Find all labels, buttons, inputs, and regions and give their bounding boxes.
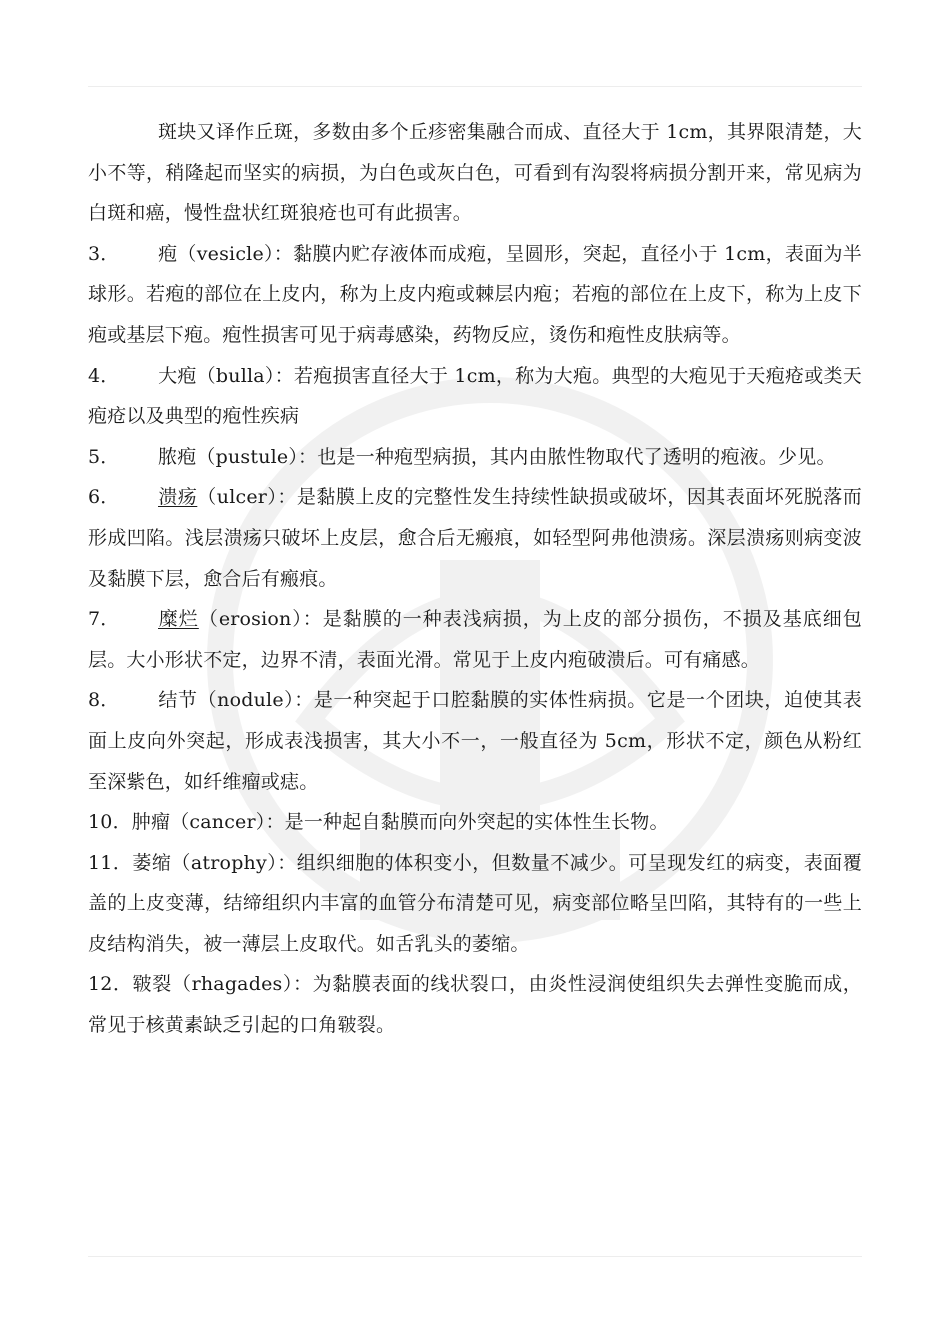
item-number: 12． <box>88 973 133 996</box>
paragraph-atrophy <box>88 843 862 965</box>
paragraph-text: （vesicle）：黏膜内贮存液体而成疱，呈圆形，突起，直径小于 1cm，表面为半球形。若疱的部位在上皮内，称为上皮内疱或棘层内疱；若疱的部位在上皮下，称为上皮下疱或基层下疱。疱性损害可见于病毒感染，药物反应，烫伤和疱性皮肤病等。 <box>88 242 862 346</box>
item-term: 肿瘤 <box>131 811 171 834</box>
item-number: 10． <box>88 811 132 834</box>
paragraph-nodule <box>88 680 862 802</box>
paragraph-text: （rhagades）：为黏膜表面的线状裂口，由炎性浸润使组织失去弹性变脆而成，常见于核黄素缺乏引起的口角皲裂。 <box>88 973 862 1037</box>
paragraph-text: （ulcer）：是黏膜上皮的完整性发生持续性缺损或破坏，因其表面坏死脱落而形成凹陷。浅层溃疡只破坏上皮层，愈合后无瘢痕，如轻型阿弗他溃疡。深层溃疡则病变波及黏膜下层，愈合后有瘢痕。 <box>88 486 862 590</box>
paragraph-text: （erosion）：是黏膜的一种表浅病损，为上皮的部分损伤，不损及基底细包层。大小形状不定，边界不清，表面光滑。常见于上皮内疱破溃后。可有痛感。 <box>88 608 863 671</box>
paragraph-text: （pustule）：也是一种疱型病损，其内由脓性物取代了透明的疱液。少见。 <box>196 445 836 468</box>
header-rule <box>88 86 862 87</box>
paragraph-plaque <box>88 112 862 234</box>
paragraph-pustule <box>88 437 862 478</box>
footer-rule <box>88 1256 862 1257</box>
paragraph-erosion <box>88 599 862 680</box>
item-number: 5． <box>88 445 120 468</box>
item-term: 大疱 <box>158 364 197 387</box>
item-number: 4． <box>88 364 120 387</box>
item-term: 溃疡 <box>158 486 198 509</box>
item-term: 脓疱 <box>158 445 197 468</box>
paragraph-rhagades <box>88 964 862 1045</box>
paragraph-text: （nodule）：是一种突起于口腔黏膜的实体性病损。它是一个团块，迫使其表面上皮向外突起，形成表浅损害，其大小不一，一般直径为 5cm，形状不定，颜色从粉红至深紫色，如纤维瘤或痣。 <box>88 689 862 793</box>
paragraph-ulcer <box>88 477 862 599</box>
document-body <box>88 112 862 1046</box>
item-number: 6． <box>88 486 120 509</box>
item-number: 3． <box>88 242 120 265</box>
item-number: 11． <box>88 851 133 874</box>
item-term: 皲裂 <box>132 973 172 996</box>
paragraph-text: （cancer）：是一种起自黏膜而向外突起的实体性生长物。 <box>170 811 669 834</box>
item-number: 7． <box>88 608 120 631</box>
item-term: 糜烂 <box>158 608 199 631</box>
paragraph-bulla <box>88 356 862 437</box>
item-number: 8． <box>88 689 120 712</box>
item-term: 疱 <box>158 242 178 265</box>
paragraph-text: （bulla）：若疱损害直径大于 1cm，称为大疱。典型的大疱见于天疱疮或类天疱疮以及典型的疱性疾病 <box>88 364 863 428</box>
paragraph-cancer <box>88 802 862 843</box>
paragraph-vesicle <box>88 234 862 356</box>
item-term: 结节 <box>158 689 198 712</box>
paragraph-text: 斑块又译作丘斑，多数由多个丘疹密集融合而成、直径大于 1cm，其界限清楚，大小不等，稍隆起而坚实的病损，为白色或灰白色，可看到有沟裂将病损分割开来，常见病为白斑和癌，慢性盘状红斑狼疮也可有此损害。 <box>88 121 862 225</box>
paragraph-text: （atrophy）：组织细胞的体积变小，但数量不减少。可呈现发红的病变，表面覆盖的上皮变薄，结缔组织内丰富的血管分布清楚可见，病变部位略呈凹陷，其特有的一些上皮结构消失，被一薄层上皮取代。如舌乳头的萎缩。 <box>88 851 863 955</box>
item-term: 萎缩 <box>132 851 172 874</box>
